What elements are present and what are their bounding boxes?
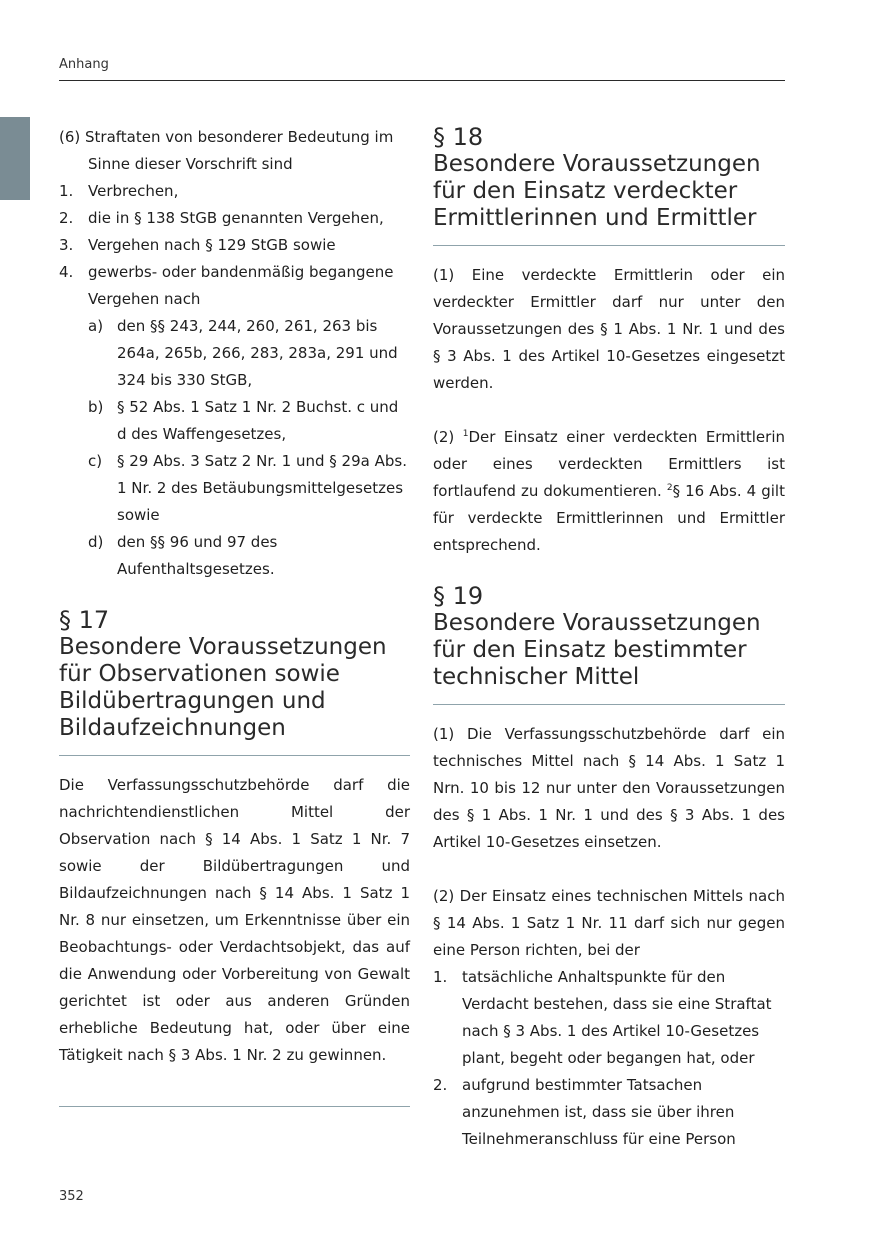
sub-list-item-letter: c) <box>88 452 103 470</box>
list-item <box>59 259 410 313</box>
section-divider <box>59 755 410 756</box>
section-divider <box>59 1106 410 1107</box>
list-item <box>433 1072 785 1153</box>
sentence-text: § 16 Abs. 4 gilt für verdeckte Ermittlerinnen und Ermittler entsprechend. <box>433 482 785 554</box>
list-item-number: 1. <box>59 182 74 200</box>
sentence-marker: 2 <box>666 483 673 493</box>
list-item-number: 4. <box>59 263 74 281</box>
list-item-text: Vergehen nach § 129 StGB sowie <box>88 236 336 254</box>
sub-list-item-text: den §§ 96 und 97 des Aufenthaltsgesetzes. <box>117 533 278 578</box>
left-column <box>59 124 410 1107</box>
section-18-number: § 18 <box>433 123 484 151</box>
list-item-number: 2. <box>59 209 74 227</box>
section-19-list <box>433 964 785 1153</box>
sentence-text: Der Einsatz einer verdeckten Ermittlerin oder eines verdeckten Ermittlers ist fortlaufend zu dokumentieren. <box>433 428 785 500</box>
sub-list-item-text: § 52 Abs. 1 Satz 1 Nr. 2 Buchst. c und d des Waffengesetzes, <box>117 398 399 443</box>
list-item-text: Verbrechen, <box>88 182 179 200</box>
section-17-body: Die Verfassungsschutzbehörde darf die nachrichtendienstlichen Mittel der Observation nach § 14 Abs. 1 Satz 1 Nr. 7 sowie der Bildübertragungen und Bildaufzeichnungen nach § 14 Abs. 1 Satz 1 Nr. 8 nur einsetzen, um Erkenntnisse über ein Beobachtungs- oder Verdachtsobjekt, das auf die Anwendung oder Vorbereitung von Gewalt gerichtet ist oder aus anderen Gründen erhebliche Bedeutung hat, oder über eine Tätigkeit nach § 3 Abs. 1 Nr. 2 zu gewinnen. <box>59 776 410 1064</box>
sub-list-item-text: den §§ 243, 244, 260, 261, 263 bis 264a, 265b, 266, 283, 283a, 291 und 324 bis 330 StGB, <box>117 317 398 389</box>
section-19-number: § 19 <box>433 582 484 610</box>
right-column <box>433 124 785 1153</box>
sub-list-item-letter: a) <box>88 317 104 335</box>
sub-list-item <box>59 313 410 394</box>
section-divider <box>433 704 785 705</box>
running-header <box>59 56 785 81</box>
list-item <box>59 232 410 259</box>
sentence-marker: 1 <box>462 429 469 439</box>
list-item <box>59 178 410 205</box>
list-item-number: 2. <box>433 1076 448 1094</box>
list-item-text: tatsächliche Anhaltspunkte für den Verdacht bestehen, dass sie eine Straftat nach § 3 Abs. 1 des Artikel 10-Gesetzes plant, begeht oder begangen hat, oder <box>462 968 772 1067</box>
section-17-number: § 17 <box>59 606 110 634</box>
section-17-title: Besondere Voraussetzungen für Observationen sowie Bildübertragungen und Bildaufzeichnungen <box>59 634 387 741</box>
chapter-edge-tab <box>0 117 30 200</box>
list-item <box>433 964 785 1072</box>
sub-list-item-text: § 29 Abs. 3 Satz 2 Nr. 1 und § 29a Abs. 1 Nr. 2 des Betäubungsmittelgesetzes sowie <box>117 452 407 524</box>
list-item-text: aufgrund bestimmter Tatsachen anzunehmen ist, dass sie über ihren Teilnehmeranschluss für eine Person <box>462 1076 736 1148</box>
list-item-text: gewerbs- oder bandenmäßig begangene Vergehen nach <box>88 263 394 308</box>
list-item-number: 3. <box>59 236 74 254</box>
section-19-paragraph-1: (1) Die Verfassungsschutzbehörde darf ein technisches Mittel nach § 14 Abs. 1 Satz 1 Nrn. 10 bis 12 nur unter den Voraussetzungen des § 1 Abs. 1 Nr. 1 und des § 3 Abs. 1 des Artikel 10-Gesetzes einsetzen. <box>433 725 785 851</box>
sub-list-item-letter: b) <box>88 398 104 416</box>
sub-list-item-letter: d) <box>88 533 104 551</box>
section-18-paragraph-1: (1) Eine verdeckte Ermittlerin oder ein verdeckter Ermittler darf nur unter den Voraussetzungen des § 1 Abs. 1 Nr. 1 und des § 3 Abs. 1 des Artikel 10-Gesetzes eingesetzt werden. <box>433 266 785 392</box>
paragraph-number: (2) <box>433 428 455 446</box>
offense-list <box>59 178 410 583</box>
page-number: 352 <box>59 1189 84 1204</box>
list-item <box>59 205 410 232</box>
section-divider <box>433 245 785 246</box>
header-section-label: Anhang <box>59 57 109 72</box>
list-item-number: 1. <box>433 968 448 986</box>
section-18-paragraph-2 <box>433 424 785 559</box>
list-item-text: die in § 138 StGB genannten Vergehen, <box>88 209 384 227</box>
sub-list-item <box>59 448 410 529</box>
sub-list-item <box>59 529 410 583</box>
sub-list-item <box>59 394 410 448</box>
paragraph-6-intro: (6) Straftaten von besonderer Bedeutung im Sinne dieser Vorschrift sind <box>59 128 394 173</box>
section-19-title: Besondere Voraussetzungen für den Einsatz bestimmter technischer Mittel <box>433 610 761 690</box>
section-19-paragraph-2: (2) Der Einsatz eines technischen Mittels nach § 14 Abs. 1 Satz 1 Nr. 11 darf sich nur gegen eine Person richten, bei der <box>433 887 785 959</box>
section-18-title: Besondere Voraussetzungen für den Einsatz verdeckter Ermittlerinnen und Ermittler <box>433 151 761 231</box>
